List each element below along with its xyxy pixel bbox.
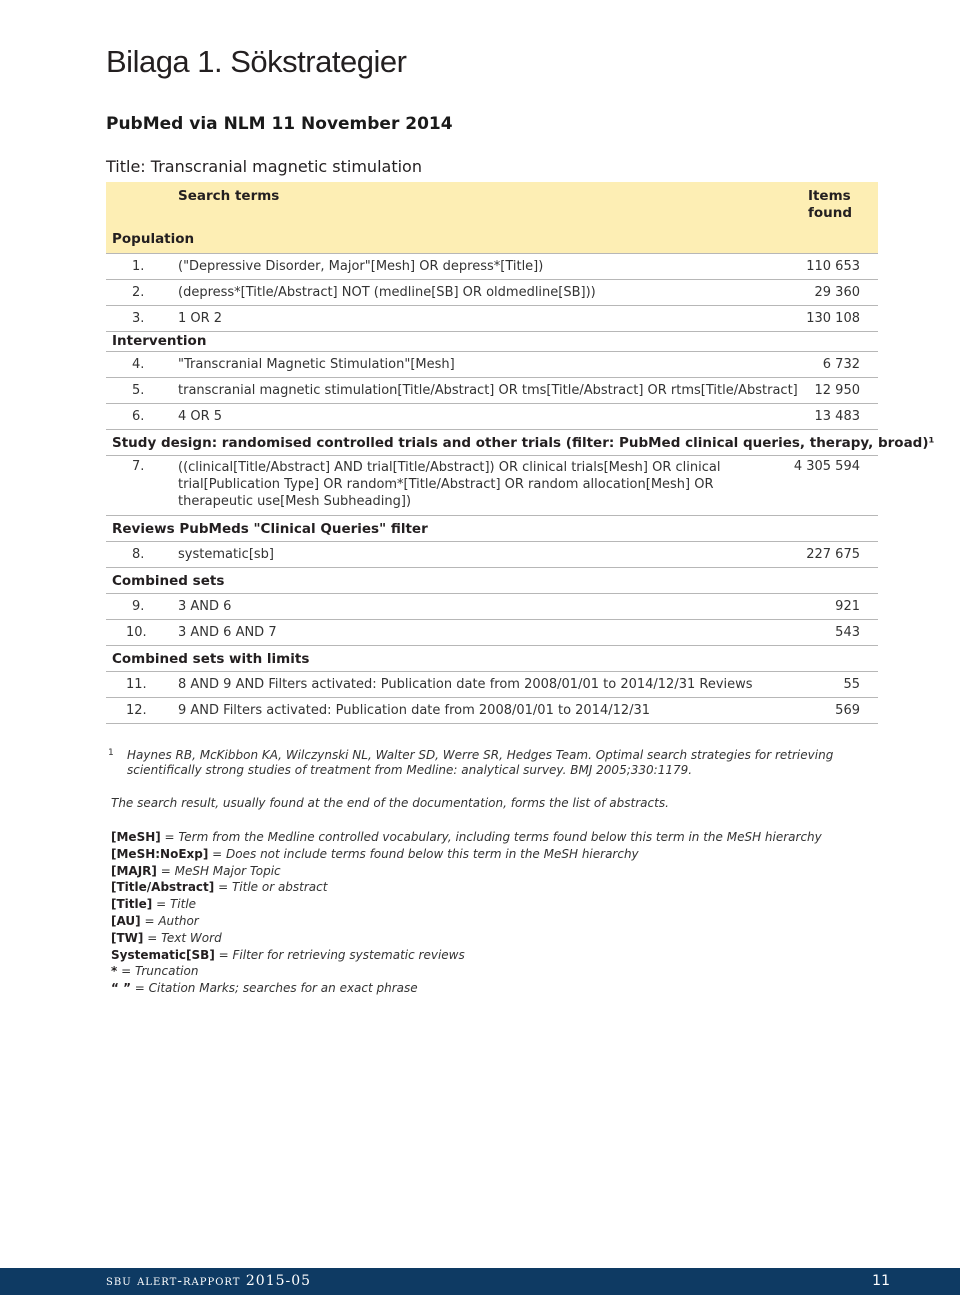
- page-footer: [0, 1268, 960, 1295]
- row-term: 8 AND 9 AND Filters activated: Publication date from 2008/01/01 to 2014/12/31 Reviews: [178, 677, 753, 692]
- legend-item: [Title] = Title: [111, 897, 197, 912]
- row-number: 6.: [132, 409, 145, 424]
- row-items: 4 305 594: [793, 459, 860, 474]
- row-term: 3 AND 6: [178, 599, 232, 614]
- table-row: [106, 456, 878, 516]
- section-label: Combined sets with limits: [112, 651, 310, 667]
- table-row: [106, 698, 878, 724]
- section-combined-limits: [106, 646, 878, 672]
- footnote-mark: 1: [108, 748, 114, 758]
- row-items: 110 653: [806, 259, 860, 274]
- header-items-found: Items found: [807, 188, 852, 221]
- row-term: 3 AND 6 AND 7: [178, 625, 277, 640]
- row-number: 4.: [132, 357, 145, 372]
- table-header: [106, 182, 878, 254]
- row-term: ("Depressive Disorder, Major"[Mesh] OR depress*[Title]): [178, 259, 544, 274]
- row-term: transcranial magnetic stimulation[Title/Abstract] OR tms[Title/Abstract] OR rtms[Title/Abstract]: [178, 383, 798, 398]
- legend-item: [MeSH] = Term from the Medline controlled vocabulary, including terms found below this term in the MeSH hierarchy: [111, 830, 822, 844]
- row-items: 55: [843, 677, 860, 692]
- table-row: [106, 280, 878, 306]
- section-reviews: [106, 516, 878, 542]
- row-term: "Transcranial Magnetic Stimulation"[Mesh]: [178, 357, 455, 372]
- legend-item: [TW] = Text Word: [111, 930, 222, 945]
- row-items: 569: [835, 703, 860, 718]
- row-number: 2.: [132, 285, 145, 300]
- header-search-terms: Search terms: [178, 188, 280, 204]
- section-study-design: [106, 430, 935, 456]
- row-number: 5.: [132, 383, 145, 398]
- row-items: 543: [835, 625, 860, 640]
- section-label: Study design: randomised controlled trials and other trials (filter: PubMed clinical queries, therapy, broad)¹: [112, 435, 935, 451]
- row-term: 1 OR 2: [178, 311, 223, 326]
- footnote: [106, 748, 876, 778]
- row-number: 10.: [126, 625, 147, 640]
- legend-item: [MeSH:NoExp] = Does not include terms found below this term in the MeSH hierarchy: [111, 846, 639, 861]
- legend-item: Systematic[SB] = Filter for retrieving systematic reviews: [111, 947, 465, 962]
- search-strategy-table: [106, 182, 935, 724]
- section-population: Population: [112, 231, 195, 247]
- abbreviation-legend: [111, 829, 822, 997]
- row-items: 13 483: [814, 409, 860, 424]
- table-row: [106, 594, 878, 620]
- row-items: 29 360: [814, 285, 860, 300]
- row-number: 12.: [126, 703, 147, 718]
- row-term: (depress*[Title/Abstract] NOT (medline[SB] OR oldmedline[SB])): [178, 285, 596, 300]
- row-number: 11.: [126, 677, 147, 692]
- row-items: 227 675: [806, 547, 860, 562]
- row-term: systematic[sb]: [178, 547, 274, 562]
- table-row: [106, 542, 878, 568]
- row-term: 9 AND Filters activated: Publication date from 2008/01/01 to 2014/12/31: [178, 703, 651, 718]
- row-number: 1.: [132, 259, 145, 274]
- row-term: ((clinical[Title/Abstract] AND trial[Title/Abstract]) OR clinical trials[Mesh] OR clinical trial[Publication Type] OR random*[Title/Abstract] OR random allocation[Mesh] OR therapeutic use[Mesh Subheading]): [178, 460, 721, 509]
- row-number: 8.: [132, 547, 145, 562]
- database-subtitle: PubMed via NLM 11 November 2014: [106, 114, 453, 134]
- legend-item: [AU] = Author: [111, 913, 199, 928]
- section-label: Combined sets: [112, 573, 225, 589]
- report-name: sbu alert-rapport 2015-05: [106, 1273, 312, 1289]
- legend-item: * = Truncation: [111, 964, 199, 979]
- row-items: 6 732: [822, 357, 860, 372]
- legend-item: [MAJR] = MeSH Major Topic: [111, 863, 281, 878]
- page-title: Bilaga 1. Sökstrategier: [106, 44, 407, 79]
- row-number: 3.: [132, 311, 145, 326]
- search-title: Title: Transcranial magnetic stimulation: [106, 157, 422, 176]
- section-intervention: [106, 332, 878, 351]
- row-number: 7.: [132, 459, 145, 474]
- row-number: 9.: [132, 599, 145, 614]
- table-row: [106, 672, 878, 698]
- row-items: 12 950: [814, 383, 860, 398]
- legend-item: “ ” = Citation Marks; searches for an exact phrase: [111, 981, 418, 996]
- row-items: 130 108: [806, 311, 860, 326]
- page-number: 11: [872, 1273, 890, 1289]
- footnote-text: Haynes RB, McKibbon KA, Wilczynski NL, Walter SD, Werre SR, Hedges Team. Optimal search strategies for retrieving scientifically strong studies of treatment from Medline: analytical survey. BMJ 2005;330:1179.: [127, 748, 834, 777]
- section-label: Intervention: [112, 333, 207, 349]
- table-row: [106, 351, 878, 378]
- table-row: [106, 306, 878, 332]
- legend-item: [Title/Abstract] = Title or abstract: [111, 880, 328, 895]
- table-row: [106, 620, 878, 646]
- section-label: Reviews PubMeds "Clinical Queries" filter: [112, 521, 428, 537]
- row-items: 921: [835, 599, 860, 614]
- section-combined-sets: [106, 568, 878, 594]
- table-row: [106, 378, 878, 404]
- table-row: [106, 254, 878, 280]
- result-note: The search result, usually found at the end of the documentation, forms the list of abstracts.: [111, 796, 669, 810]
- table-row: [106, 404, 878, 430]
- row-term: 4 OR 5: [178, 409, 223, 424]
